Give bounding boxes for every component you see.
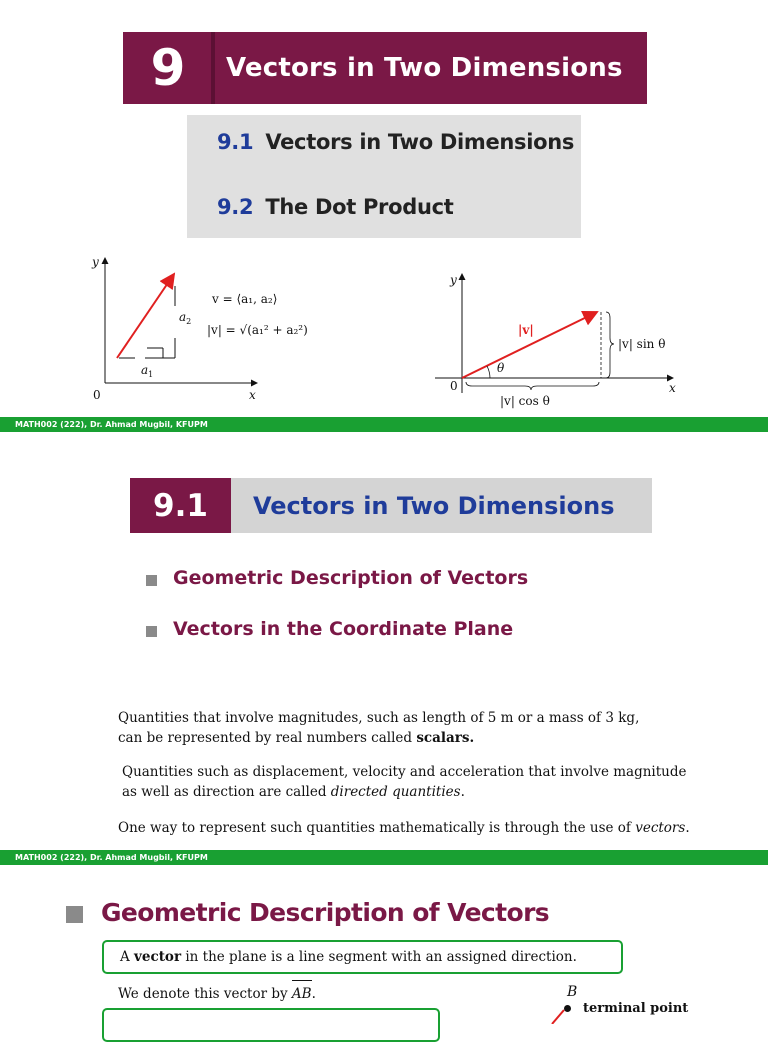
y-axis-label: y	[92, 255, 99, 269]
paragraph-vectors	[118, 818, 690, 838]
para-text: .	[685, 820, 690, 836]
vector-arrow-partial	[550, 1006, 570, 1024]
slide-footer	[0, 417, 768, 432]
para-text: as well as direction are called	[122, 784, 331, 800]
footer-text: MATH002 (222), Dr. Ahmad Mugbil, KFUPM	[15, 420, 208, 429]
paragraph-directed	[122, 762, 687, 802]
a1-label: $a_1$	[141, 363, 154, 379]
paragraph-scalars	[118, 708, 639, 748]
footer-text: MATH002 (222), Dr. Ahmad Mugbil, KFUPM	[15, 853, 208, 862]
term-vector: vector	[134, 949, 182, 965]
terminal-point-label: terminal point	[583, 1001, 689, 1016]
toc-item-2	[217, 195, 454, 219]
origin-label: 0	[450, 379, 458, 393]
para-text: A	[120, 949, 135, 965]
definition-box-2	[102, 1008, 440, 1042]
toc-item-number: 9.1	[217, 130, 254, 154]
bullet-square	[146, 575, 157, 586]
vector-v-arrow	[117, 274, 174, 358]
chapter-divider	[211, 32, 215, 104]
para-text: can be represented by real numbers called	[118, 730, 417, 746]
section-number: 9.1	[130, 478, 231, 533]
x-axis-label: x	[669, 381, 676, 395]
vector-ab	[292, 984, 312, 1004]
toc-item-number: 9.2	[217, 195, 254, 219]
point-b-label: B	[567, 984, 578, 1000]
bullet-item-1: Geometric Description of Vectors	[173, 567, 529, 589]
bullet-square	[146, 626, 157, 637]
vector-magnitude-label: |v|	[518, 323, 534, 337]
sin-brace	[606, 312, 614, 378]
cos-component-label: |v| cos θ	[500, 394, 550, 408]
y-axis-label: y	[450, 273, 457, 287]
vector-components-figure	[75, 250, 320, 405]
section-title: Vectors in Two Dimensions	[253, 491, 615, 520]
magnitude-formula: |v| = √(a₁² + a₂²)	[207, 323, 308, 337]
para-text: .	[460, 784, 465, 800]
vector-angle-figure	[430, 268, 690, 416]
para-text: ,	[635, 710, 640, 726]
definition-box	[102, 940, 623, 974]
bullet-square	[66, 906, 83, 923]
overline-arrow	[292, 980, 312, 982]
term-directed: directed quantities	[330, 784, 461, 800]
para-text: Quantities that involve magnitudes, such as length of 5 m or a mass of 3 kg	[118, 710, 636, 726]
para-text: in the plane is a line segment with an assigned direction.	[181, 949, 577, 965]
chapter-title: Vectors in Two Dimensions	[226, 53, 623, 83]
vector-definition: v = ⟨a₁, a₂⟩	[212, 292, 278, 306]
para-text: We denote this vector by	[118, 986, 292, 1002]
slide-title: Geometric Description of Vectors	[101, 898, 550, 927]
vector-name: AB	[291, 986, 312, 1002]
toc-item-title: Vectors in Two Dimensions	[265, 130, 575, 154]
cos-brace	[466, 382, 599, 390]
origin-label: 0	[93, 388, 101, 402]
bullet-item-2: Vectors in the Coordinate Plane	[173, 618, 514, 640]
sin-component-label: |v| sin θ	[618, 337, 666, 351]
para-text: One way to represent such quantities mathematically is through the use of	[118, 820, 636, 836]
theta-label: θ	[497, 361, 505, 375]
term-scalars: scalars.	[416, 730, 475, 746]
para-text: Quantities such as displacement, velocity and acceleration that involve magnitude	[122, 764, 687, 780]
term-vectors: vectors	[635, 820, 686, 836]
theta-arc	[487, 366, 490, 378]
x-axis-label: x	[249, 388, 256, 402]
toc-box	[187, 115, 581, 238]
a2-label: $a_2$	[179, 310, 192, 326]
slide-footer	[0, 850, 768, 865]
vector-v-arrow	[462, 312, 597, 378]
definition-text	[120, 947, 577, 967]
para-text: .	[311, 986, 316, 1002]
toc-item-1	[217, 130, 574, 154]
chapter-number: 9	[150, 39, 186, 97]
toc-item-title: The Dot Product	[265, 195, 454, 219]
denote-text	[118, 984, 316, 1004]
